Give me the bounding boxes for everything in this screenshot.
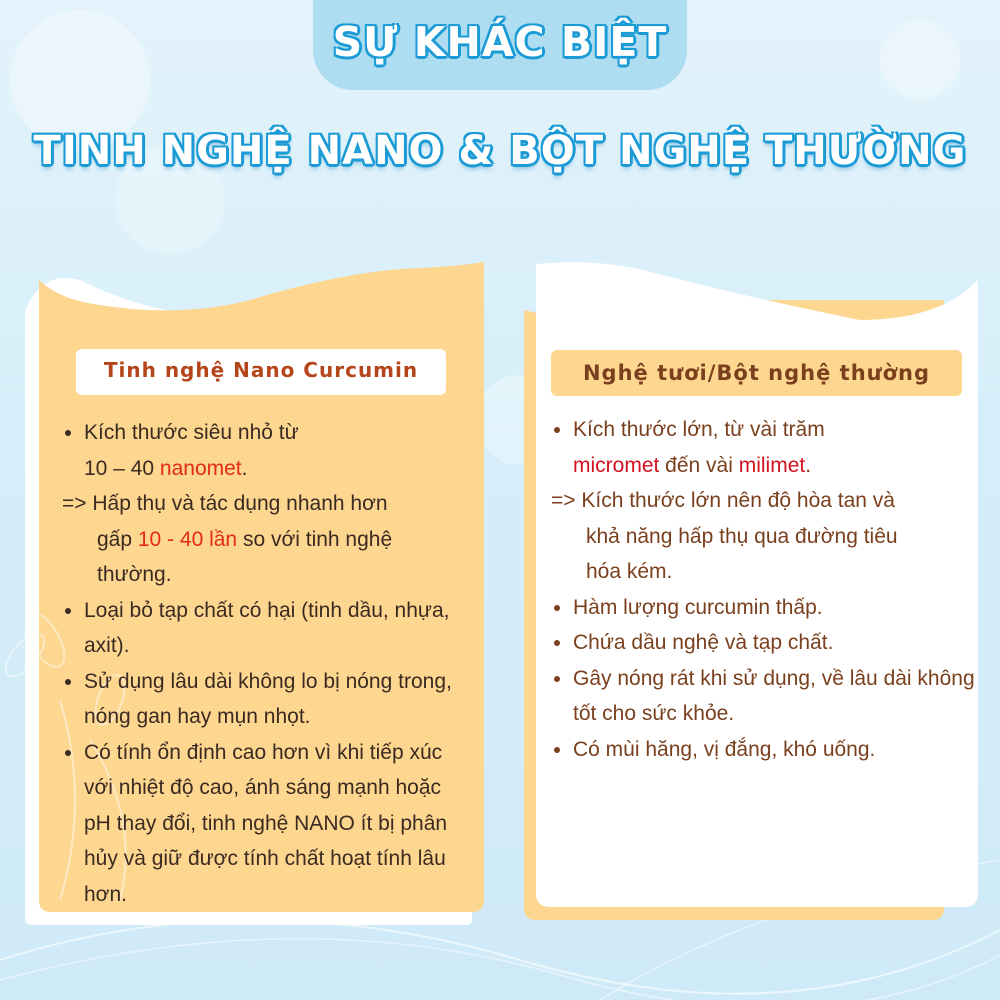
list-item: Có mùi hăng, vị đắng, khó uống. — [551, 732, 981, 768]
list-item-text: Kích thước lớn, từ vài trăm — [573, 418, 825, 441]
list-item: Gây nóng rát khi sử dụng, về lâu dài không tốt cho sức khỏe. — [551, 661, 981, 732]
page-title: TINH NGHỆ NANO & BỘT NGHỆ THƯỜNG — [33, 128, 967, 174]
highlight-text: milimet — [738, 453, 806, 477]
list-item: Chứa dầu nghệ và tạp chất. — [551, 625, 981, 661]
list-item-text: Kích thước siêu nhỏ từ — [84, 421, 299, 444]
list-item-text: hóa kém. — [586, 560, 673, 583]
page-subtitle: SỰ KHÁC BIỆT — [332, 18, 668, 66]
list-item-text: so với tinh nghệ — [237, 527, 393, 551]
list-item-text: => Kích thước lớn nên độ hòa tan và — [551, 489, 895, 512]
list-item — [551, 412, 981, 483]
highlight-text: nanomet — [159, 456, 242, 480]
list-item-text: => Hấp thụ và tác dụng nhanh hơn — [62, 492, 388, 515]
nano-curcumin-list — [62, 415, 472, 912]
list-item-text: đến vài — [659, 453, 739, 477]
list-item-text: khả năng hấp thụ qua đường tiêu — [586, 524, 898, 548]
list-item-text: gấp — [97, 527, 138, 551]
nano-curcumin-badge: Tinh nghệ Nano Curcumin — [76, 349, 446, 395]
conclusion-item — [551, 483, 981, 590]
list-item-text: . — [241, 456, 248, 480]
list-item: Hàm lượng curcumin thấp. — [551, 590, 981, 626]
list-item: Có tính ổn định cao hơn vì khi tiếp xúc với nhiệt độ cao, ánh sáng mạnh hoặc pH thay đổi, tinh nghệ NANO ít bị phân hủy và giữ được tính chất hoạt tính lâu hơn. — [62, 735, 472, 913]
list-item-text: thường. — [97, 563, 172, 586]
list-item — [62, 415, 472, 486]
highlight-text: 10 - 40 lần — [137, 527, 238, 551]
conclusion-item — [62, 486, 472, 593]
list-item-text: . — [805, 453, 812, 477]
list-item: Sử dụng lâu dài không lo bị nóng trong, nóng gan hay mụn nhọt. — [62, 664, 472, 735]
regular-turmeric-badge: Nghệ tươi/Bột nghệ thường — [551, 350, 962, 396]
list-item: Loại bỏ tạp chất có hại (tinh dầu, nhựa, axit). — [62, 593, 472, 664]
highlight-text: micromet — [573, 453, 660, 477]
list-item-text: 10 – 40 — [84, 456, 160, 480]
regular-turmeric-list — [551, 412, 981, 767]
